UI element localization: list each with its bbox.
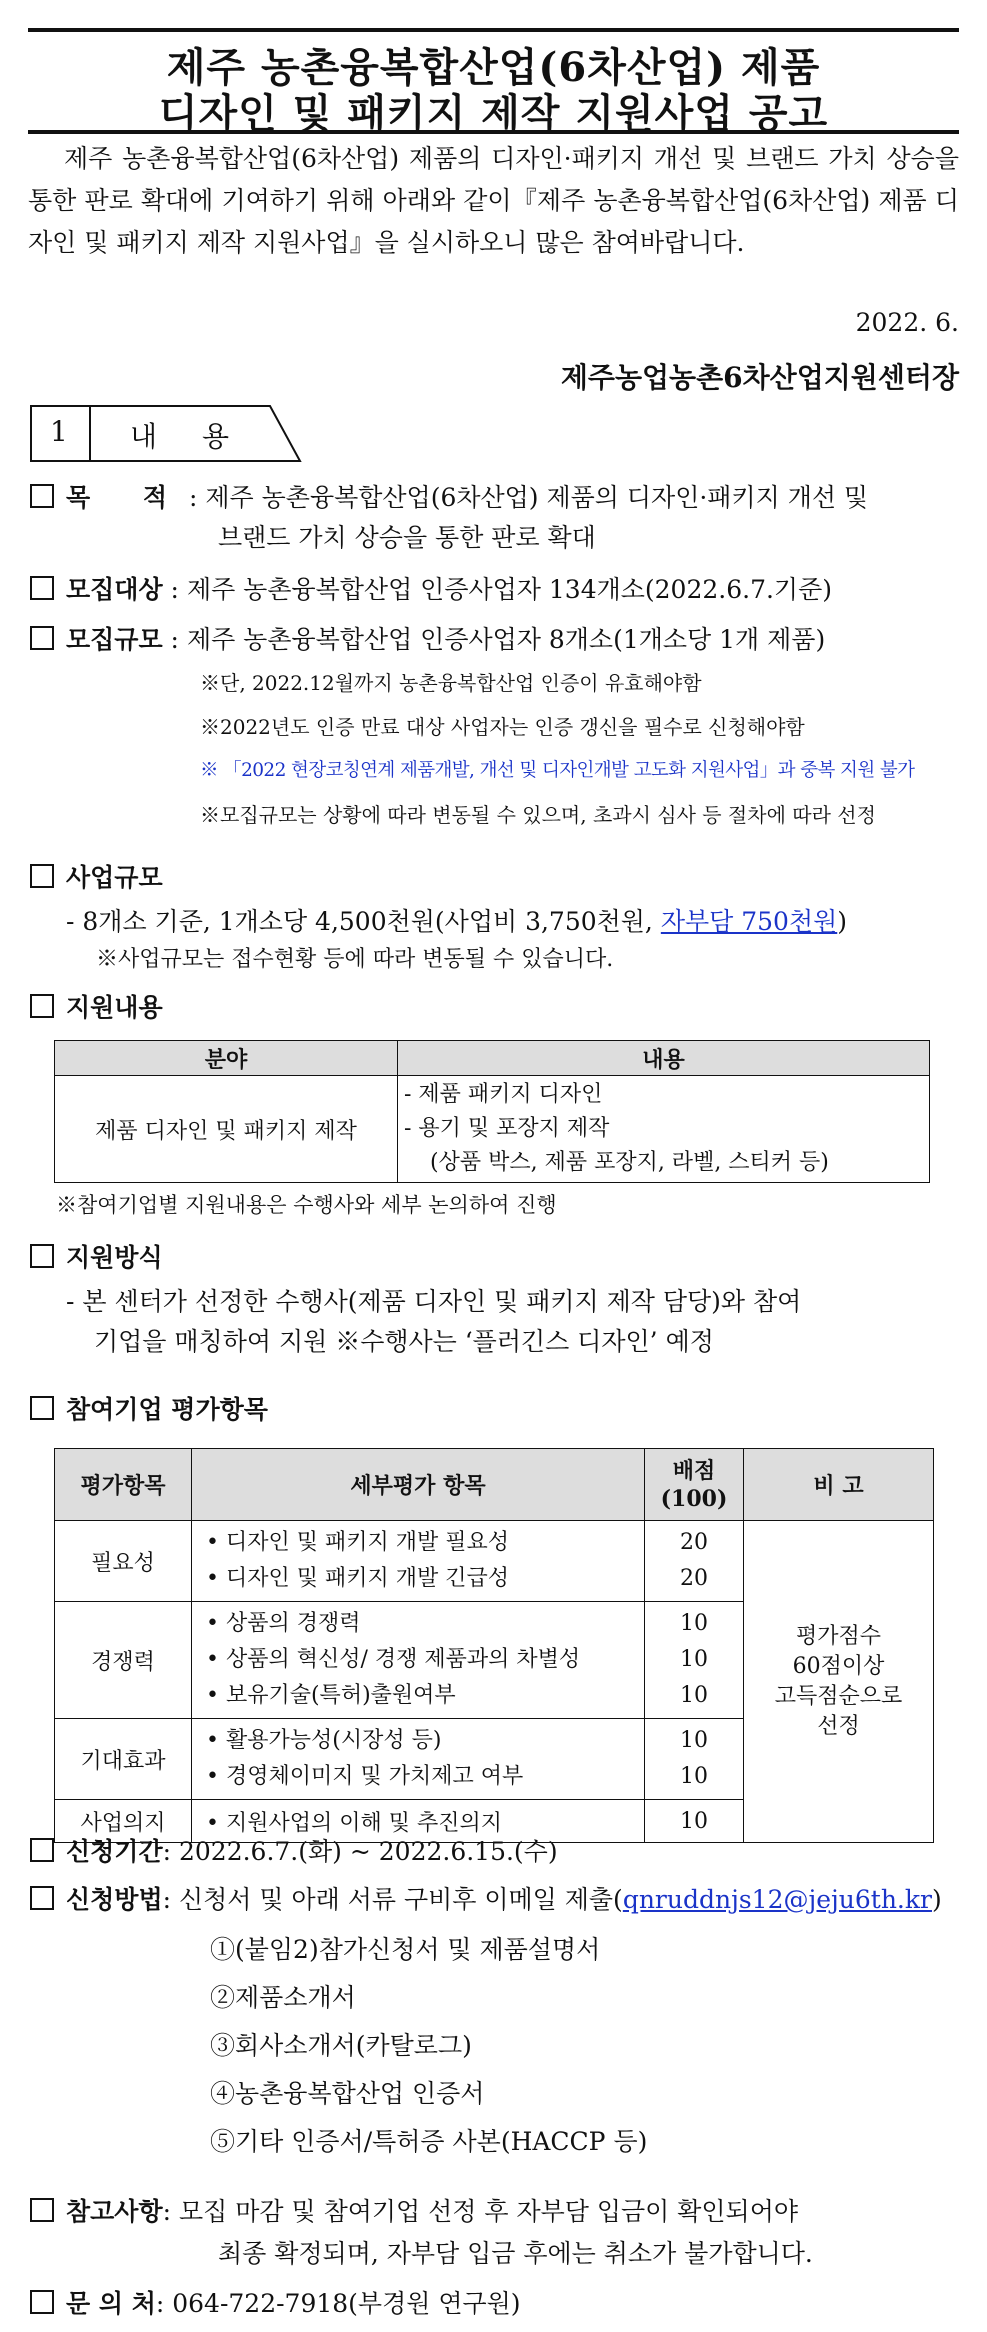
eval-score: 20 <box>680 1566 708 1591</box>
top-rule <box>28 28 959 32</box>
eval-item: • 상품의 혁신성/ 경쟁 제품과의 차별성 <box>206 1647 581 1672</box>
scale-note-4: ※모집규모는 상황에 따라 변동될 수 있으며, 초과시 심사 등 절차에 따라 선정 <box>200 803 876 827</box>
period-value: : 2022.6.7.(화) ~ 2022.6.15.(수) <box>162 1837 558 1866</box>
method-row <box>30 1238 959 1278</box>
evaluation-table <box>54 1448 934 1843</box>
eval-item: • 디자인 및 패키지 개발 긴급성 <box>206 1566 509 1591</box>
apply-doc-1: ①(붙임2)참가신청서 및 제품설명서 <box>210 1935 601 1964</box>
eval-group-will-score: 10 <box>645 1800 744 1843</box>
purpose-label: 목 적 <box>66 483 190 512</box>
organization-name: 제주농업농촌6차산업지원센터장 <box>560 361 959 394</box>
scale-note-1: ※단, 2022.12월까지 농촌융복합산업 인증이 유효해야함 <box>200 671 702 695</box>
apply-row <box>30 1880 959 1920</box>
reference-label: 참고사항 <box>66 2197 163 2226</box>
colon: : <box>189 483 206 512</box>
eval-group-competitiveness-items <box>192 1602 645 1719</box>
title-rule <box>28 130 959 134</box>
eval-group-effect-items <box>192 1719 645 1800</box>
apply-doc-4: ④농촌융복합산업 인증서 <box>210 2079 485 2108</box>
target-row: 모집대상 : 제주 농촌융복합산업 인증사업자 134개소(2022.6.7.기준) <box>30 570 959 610</box>
target-label: 모집대상 <box>66 575 163 604</box>
support-item-3: (상품 박스, 제품 포장지, 라벨, 스티커 등) <box>430 1150 829 1175</box>
eval-score: 10 <box>680 1764 708 1789</box>
eval-header-remark: 비 고 <box>744 1449 934 1521</box>
budget-main: - 8개소 기준, 1개소당 4,500천원(사업비 3,750천원, <box>66 907 661 936</box>
apply-doc-5: ⑤기타 인증서/특허증 사본(HACCP 등) <box>210 2127 648 2156</box>
intro-paragraph: 제주 농촌융복합산업(6차산업) 제품의 디자인·패키지 개선 및 브랜드 가치 상승을 통한 판로 확대에 기여하기 위해 아래와 같이『제주 농촌융복합산업(6차산업) 제품 디자인 및 패키지 제작 지원사업』을 실시하오니 많은 참여바랍니다. <box>28 144 959 257</box>
reference-line-2: 최종 확정되며, 자부담 입금 후에는 취소가 불가합니다. <box>218 2239 813 2268</box>
support-item-1: - 제품 패키지 디자인 <box>404 1082 603 1107</box>
apply-doc-2: ②제품소개서 <box>210 1983 356 2012</box>
support-row <box>30 988 959 1028</box>
eval-group-competitiveness: 경쟁력 <box>55 1602 192 1719</box>
method-label: 지원방식 <box>66 1243 163 1272</box>
target-value: 제주 농촌융복합산업 인증사업자 134개소(2022.6.7.기준) <box>186 575 832 604</box>
budget-note: ※사업규모는 접수현황 등에 따라 변동될 수 있습니다. <box>96 947 614 972</box>
eval-item: • 디자인 및 패키지 개발 필요성 <box>206 1530 509 1555</box>
scale-row: 모집규모 : 제주 농촌융복합산업 인증사업자 8개소(1개소당 1개 제품) <box>30 620 959 660</box>
checkbox-icon <box>30 576 54 600</box>
purpose-line-1: 제주 농촌융복합산업(6차산업) 제품의 디자인·패키지 개선 및 <box>205 483 869 512</box>
eval-item: • 활용가능성(시장성 등) <box>206 1728 442 1753</box>
support-header-field: 분야 <box>55 1041 398 1076</box>
eval-group-effect: 기대효과 <box>55 1719 192 1800</box>
eval-group-effect-scores <box>645 1719 744 1800</box>
support-header-content: 내용 <box>398 1041 930 1076</box>
eval-item: • 상품의 경쟁력 <box>206 1611 361 1636</box>
eval-remark: 평가점수 60점이상 고득점순으로 선정 <box>744 1521 934 1843</box>
eval-group-will-item: • 지원사업의 이해 및 추진의지 <box>192 1800 645 1843</box>
eval-group-competitiveness-scores <box>645 1602 744 1719</box>
eval-header-score: 배점 (100) <box>645 1449 744 1521</box>
reference-row <box>30 2192 959 2232</box>
title-line-1: 제주 농촌융복합산업(6차산업) 제품 <box>166 44 821 91</box>
apply-label: 신청방법 <box>66 1885 163 1914</box>
budget-line <box>66 902 847 942</box>
checkbox-icon <box>30 484 54 508</box>
eval-header-category: 평가항목 <box>55 1449 192 1521</box>
checkbox-icon <box>30 1838 54 1862</box>
checkbox-icon <box>30 2198 54 2222</box>
eval-header-detail: 세부평가 항목 <box>192 1449 645 1521</box>
evaluation-label: 참여기업 평가항목 <box>66 1395 268 1424</box>
checkbox-icon <box>30 1244 54 1268</box>
checkbox-icon <box>30 864 54 888</box>
eval-score: 10 <box>680 1728 708 1753</box>
support-field: 제품 디자인 및 패키지 제작 <box>55 1076 398 1183</box>
eval-group-will: 사업의지 <box>55 1800 192 1843</box>
period-label: 신청기간 <box>66 1837 163 1866</box>
purpose-line-2: 브랜드 가치 상승을 통한 판로 확대 <box>218 523 596 552</box>
eval-item: • 보유기술(특허)출원여부 <box>206 1683 456 1708</box>
purpose-row <box>30 478 959 518</box>
eval-score: 10 <box>680 1611 708 1636</box>
section-label: 내 용 <box>130 420 247 453</box>
method-line-2: 기업을 매칭하여 지원 ※수행사는 ‘플러긴스 디자인’ 예정 <box>94 1327 714 1356</box>
scale-label: 모집규모 <box>66 625 163 654</box>
scale-note-3: ※ 「2022 현장코칭연계 제품개발, 개선 및 디자인개발 고도화 지원사업」과 중복 지원 불가 <box>200 760 915 781</box>
eval-score: 10 <box>680 1683 708 1708</box>
checkbox-icon <box>30 1886 54 1910</box>
support-items <box>398 1076 930 1183</box>
announcement-date: 2022. 6. <box>855 308 959 337</box>
section-header <box>30 405 300 461</box>
checkbox-icon <box>30 626 54 650</box>
section-number: 1 <box>50 415 68 448</box>
support-table <box>54 1040 930 1183</box>
period-row <box>30 1832 959 1872</box>
eval-group-need: 필요성 <box>55 1521 192 1602</box>
checkbox-icon <box>30 994 54 1018</box>
evaluation-row <box>30 1390 959 1430</box>
eval-score: 20 <box>680 1530 708 1555</box>
eval-group-need-scores <box>645 1521 744 1602</box>
eval-item: • 경영체이미지 및 가치제고 여부 <box>206 1764 524 1789</box>
method-line-1: - 본 센터가 선정한 수행사(제품 디자인 및 패키지 제작 담당)와 참여 <box>66 1287 802 1316</box>
budget-self-pay: 자부담 750천원 <box>660 907 838 936</box>
support-note: ※참여기업별 지원내용은 수행사와 세부 논의하여 진행 <box>56 1193 557 1217</box>
apply-doc-3: ③회사소개서(카탈로그) <box>210 2031 472 2060</box>
apply-value: : 신청서 및 아래 서류 구비후 이메일 제출( <box>162 1885 623 1914</box>
title-line-2: 디자인 및 패키지 제작 지원사업 공고 <box>158 90 829 137</box>
contact-value: : 064-722-7918(부경원 연구원) <box>155 2289 521 2318</box>
budget-end: ) <box>837 907 848 936</box>
scale-value: 제주 농촌융복합산업 인증사업자 8개소(1개소당 1개 제품) <box>186 625 826 654</box>
reference-line-1: : 모집 마감 및 참여기업 선정 후 자부담 입금이 확인되어야 <box>162 2197 799 2226</box>
apply-value-end: ) <box>931 1885 942 1914</box>
apply-email-link[interactable]: qnruddnjs12@jeju6th.kr <box>622 1885 932 1914</box>
checkbox-icon <box>30 2290 54 2314</box>
contact-label: 문 의 처 <box>66 2289 156 2318</box>
contact-row <box>30 2284 959 2324</box>
budget-row <box>30 858 959 898</box>
eval-score: 10 <box>680 1647 708 1672</box>
budget-label: 사업규모 <box>66 863 163 892</box>
support-item-2: - 용기 및 포장지 제작 <box>404 1116 610 1141</box>
checkbox-icon <box>30 1396 54 1420</box>
support-label: 지원내용 <box>66 993 163 1022</box>
eval-group-need-items <box>192 1521 645 1602</box>
scale-note-2: ※2022년도 인증 만료 대상 사업자는 인증 갱신을 필수로 신청해야함 <box>200 715 805 739</box>
